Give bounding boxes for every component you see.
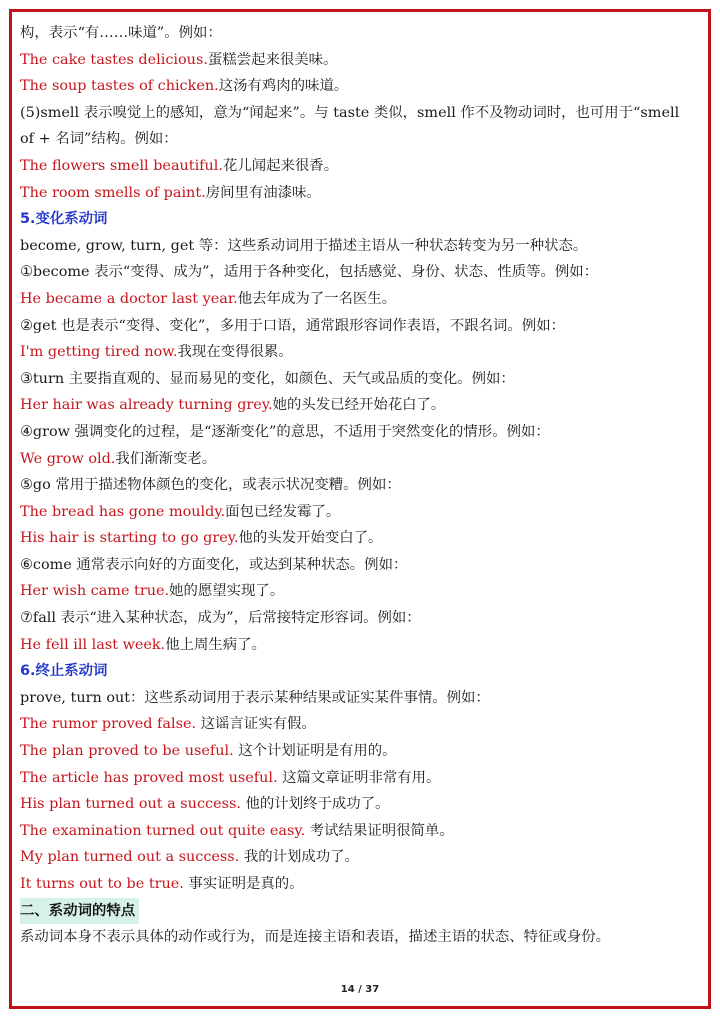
text-line: ①become 表示“变得、成为”，适用于各种变化，包括感觉、身份、状态、性质等。例如： <box>20 264 599 281</box>
example-chinese: 这篇文章证明非常有用。 <box>282 769 441 786</box>
example-english: The bread has gone mouldy. <box>20 503 226 520</box>
text-line: 系动词本身不表示具体的动作或行为，而是连接主语和表语，描述主语的状态、特征或身份。 <box>20 929 611 946</box>
section-heading: 二、系动词的特点 <box>20 898 139 925</box>
page-number: 14 / 37 <box>340 984 380 995</box>
example-english: The soup tastes of chicken. <box>20 78 219 95</box>
example-chinese: 事实证明是真的。 <box>188 876 304 892</box>
section-heading-line <box>20 898 686 925</box>
example-english: The examination turned out quite easy. <box>20 822 310 839</box>
document-body <box>20 20 686 951</box>
example-line <box>20 711 686 738</box>
example-line <box>20 525 686 552</box>
example-english: His hair is starting to go grey. <box>20 530 239 547</box>
example-line <box>20 818 686 845</box>
example-english: The article has proved most useful. <box>20 769 283 786</box>
example-line <box>20 286 686 313</box>
text-line: of + 名词”结构。例如： <box>20 131 178 148</box>
example-english: The room smells of paint. <box>20 184 206 201</box>
example-line <box>20 871 686 898</box>
example-english: I'm getting tired now. <box>20 344 178 361</box>
example-line <box>20 73 686 100</box>
example-english: Her hair was already turning grey. <box>20 397 273 414</box>
example-english: His plan turned out a success. <box>20 796 246 813</box>
example-english: Her wish came true. <box>20 583 170 600</box>
example-english: The plan proved to be useful. <box>20 743 239 760</box>
text-line: 构，表示“有……味道”。例如： <box>20 25 222 41</box>
text-line: ⑦fall 表示“进入某种状态，成为”，后常接特定形容词。例如： <box>20 610 421 627</box>
example-chinese: 他的计划终于成功了。 <box>245 796 390 813</box>
subsection-heading: 6.终止系动词 <box>20 663 108 680</box>
example-english: It turns out to be true. <box>20 876 189 892</box>
example-line <box>20 446 686 473</box>
text-line: ⑥come 通常表示向好的方面变化，或达到某种状态。例如： <box>20 556 408 573</box>
example-chinese: 她的头发已经开始花白了。 <box>272 397 446 414</box>
example-line <box>20 844 686 871</box>
example-chinese: 面包已经发霉了。 <box>225 503 341 520</box>
example-english: The flowers smell beautiful. <box>20 157 223 174</box>
example-line <box>20 153 686 180</box>
example-chinese: 这谣言证实有假。 <box>200 716 316 733</box>
example-chinese: 他上周生病了。 <box>165 636 266 653</box>
example-line <box>20 499 686 526</box>
example-chinese: 考试结果证明很简单。 <box>309 822 454 839</box>
example-chinese: 蛋糕尝起来很美味。 <box>207 51 338 68</box>
example-line <box>20 578 686 605</box>
example-english: My plan turned out a success. <box>20 849 244 866</box>
example-line <box>20 738 686 765</box>
example-chinese: 我现在变得很累。 <box>177 344 293 361</box>
example-line <box>20 180 686 207</box>
example-chinese: 房间里有油漆味。 <box>205 184 321 201</box>
example-english: The cake tastes delicious. <box>20 51 208 68</box>
example-line <box>20 339 686 366</box>
example-chinese: 我的计划成功了。 <box>243 849 359 866</box>
example-chinese: 花儿闻起来很香。 <box>222 157 339 174</box>
example-english: The rumor proved false. <box>20 716 201 733</box>
text-line: become, grow, turn, get 等：这些系动词用于描述主语从一种状态转变为另一种状态。 <box>20 237 588 254</box>
example-chinese: 她的愿望实现了。 <box>169 583 285 600</box>
text-line: prove, turn out：这些系动词用于表示某种结果或证实某件事情。例如： <box>20 689 490 706</box>
example-english: He fell ill last week. <box>20 636 166 653</box>
text-line: ③turn 主要指直观的、显而易见的变化，如颜色、天气或品质的变化。例如： <box>20 370 515 387</box>
example-english: We grow old. <box>20 450 116 467</box>
example-line <box>20 632 686 659</box>
example-english: He became a doctor last year. <box>20 290 238 307</box>
subsection-heading: 5.变化系动词 <box>20 211 108 228</box>
example-line <box>20 47 686 74</box>
example-line <box>20 392 686 419</box>
text-line: ④grow 强调变化的过程，是“逐渐变化”的意思，不适用于突然变化的情形。例如： <box>20 423 550 440</box>
example-chinese: 这个计划证明是有用的。 <box>238 743 397 760</box>
example-chinese: 我们渐渐变老。 <box>115 450 217 467</box>
text-line: ②get 也是表示“变得、变化”，多用于口语，通常跟形容词作表语，不跟名词。例如： <box>20 317 565 334</box>
example-chinese: 他的头发开始变白了。 <box>238 530 383 547</box>
example-chinese: 这汤有鸡肉的味道。 <box>218 78 349 95</box>
example-line <box>20 765 686 792</box>
text-line: ⑤go 常用于描述物体颜色的变化，或表示状况变糟。例如： <box>20 477 401 494</box>
example-line <box>20 791 686 818</box>
text-line: (5)smell 表示嗅觉上的感知，意为“闻起来”。与 taste 类似，smell 作不及物动词时，也可用于“smell <box>20 104 680 121</box>
example-chinese: 他去年成为了一名医生。 <box>237 290 397 307</box>
